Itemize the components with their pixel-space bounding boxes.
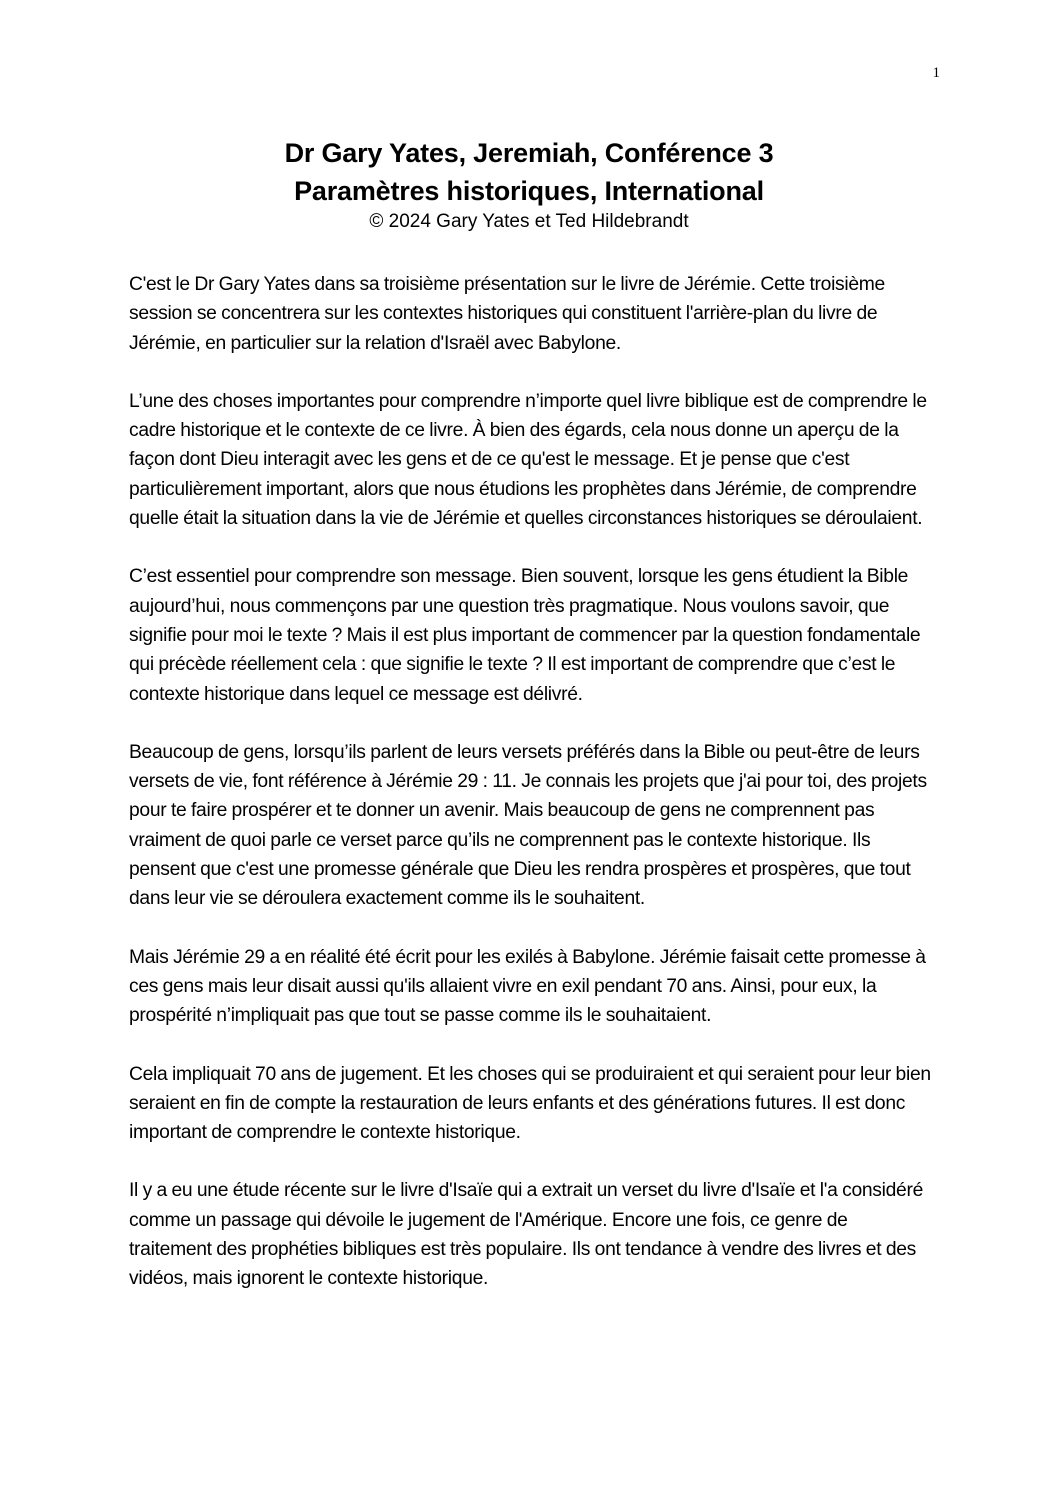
- copyright-notice: © 2024 Gary Yates et Ted Hildebrandt: [369, 211, 689, 232]
- document-header: [0, 134, 1058, 234]
- paragraph-7: Il y a eu une étude récente sur le livre d'Isaïe qui a extrait un verset du livre d'Isaïe et l'a considéré comme un passage qui dévoile le jugement de l'Amérique. Encore une fois, ce genre de traitement des prophéties bibliques est très populaire. Ils ont tendance à vendre des livres et des vidéos, mais ignorent le contexte historique.: [129, 1180, 924, 1290]
- paragraph-6: Cela impliquait 70 ans de jugement. Et les choses qui se produiraient et qui seraient pour leur bien seraient en fin de compte la restauration de leurs enfants et des générations futures. Il est donc important de comprendre le contexte historique.: [129, 1063, 931, 1144]
- paragraph-1: C'est le Dr Gary Yates dans sa troisième présentation sur le livre de Jérémie. Cette troisième session se concentrera sur les contextes historiques qui constituent l'arrière-plan du livre de Jérémie, en particulier sur la relation d'Israël avec Babylone.: [129, 274, 885, 354]
- paragraph-2: L’une des choses importantes pour comprendre n’importe quel livre biblique est de comprendre le cadre historique et le contexte de ce livre. À bien des égards, cela nous donne un aperçu de la façon dont Dieu interagit avec les gens et de ce qu'est le message. Et je pense que c'est particulièrement important, alors que nous étudions les prophètes dans Jérémie, de comprendre quelle était la situation dans la vie de Jérémie et quelles circonstances historiques se déroulaient.: [129, 390, 927, 530]
- document-body: [129, 270, 934, 1323]
- paragraph-4: Beaucoup de gens, lorsqu’ils parlent de leurs versets préférés dans la Bible ou peut-être de leurs versets de vie, font référence à Jérémie 29 : 11. Je connais les projets que j'ai pour toi, des projets pour te faire prospérer et te donner un avenir. Mais beaucoup de gens ne comprennent pas vraiment de quoi parle ce verset parce qu’ils ne comprennent pas le contexte historique. Ils pensent que c'est une promesse générale que Dieu les rendra prospères et prospères, que tout dans leur vie se déroulera exactement comme ils le souhaitent.: [129, 741, 927, 910]
- document-title-line-2: Paramètres historiques, International: [294, 176, 764, 206]
- document-title-line-1: Dr Gary Yates, Jeremiah, Conférence 3: [284, 138, 774, 168]
- paragraph-5: Mais Jérémie 29 a en réalité été écrit pour les exilés à Babylone. Jérémie faisait cette promesse à ces gens mais leur disait aussi qu'ils allaient vivre en exil pendant 70 ans. Ainsi, pour eux, la prospérité n’impliquait pas que tout se passe comme ils le souhaitaient.: [129, 946, 926, 1027]
- paragraph-3: C’est essentiel pour comprendre son message. Bien souvent, lorsque les gens étudient la Bible aujourd’hui, nous commençons par une question très pragmatique. Nous voulons savoir, que signifie pour moi le texte ? Mais il est plus important de commencer par la question fondamentale qui précède réellement cela : que signifie le texte ? Il est important de comprendre que c’est le contexte historique dans lequel ce message est délivré.: [129, 566, 921, 705]
- page-number: 1: [932, 65, 940, 81]
